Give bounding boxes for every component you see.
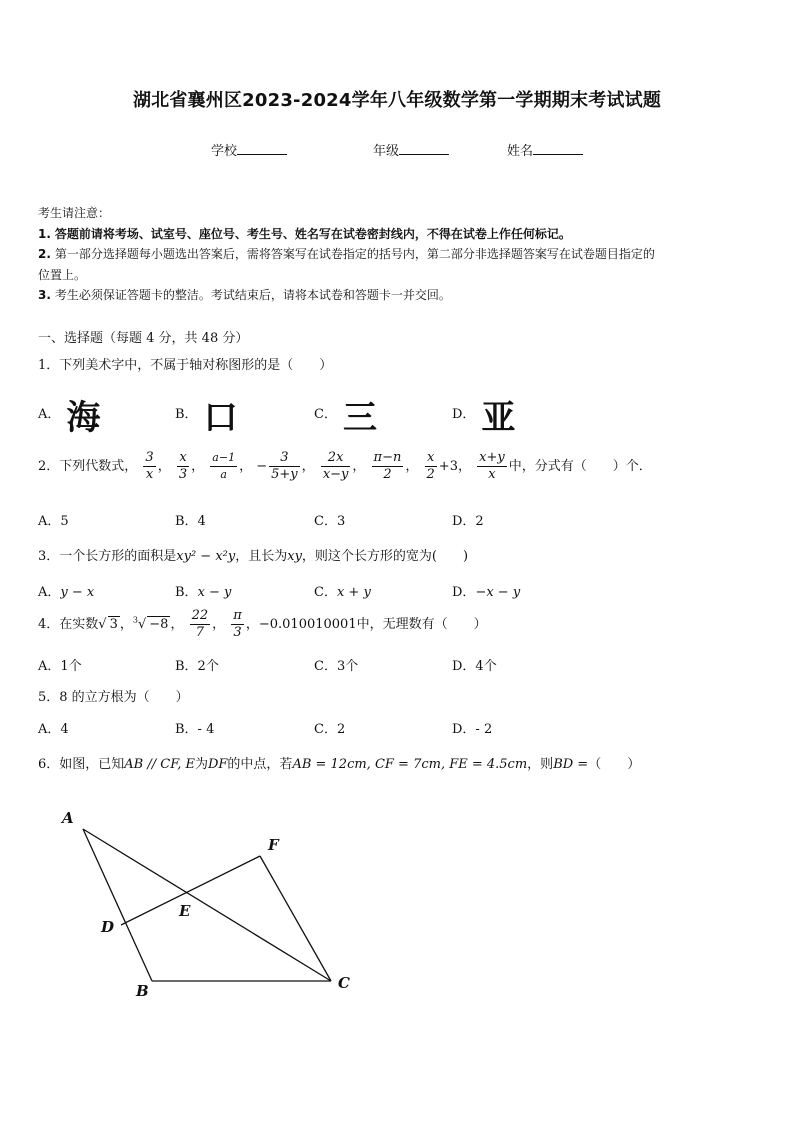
point-d-label: D <box>101 918 115 936</box>
name-label: 姓名 <box>507 144 534 159</box>
q4-frac-2: $\frac{\pi}{3}$ <box>233 608 242 640</box>
q1-option-c[interactable]: C． 三 <box>314 398 377 438</box>
q5-option-a[interactable]: A．4 <box>38 722 69 737</box>
q3-area-expr: xy² − x²y <box>176 549 236 564</box>
point-b-label: B <box>136 982 149 1000</box>
q2-option-c[interactable]: C．3 <box>314 514 346 529</box>
q4-option-c[interactable]: C．3个 <box>314 659 359 674</box>
exam-notes <box>38 203 760 306</box>
q2-option-d[interactable]: D．2 <box>452 514 484 529</box>
q1-option-b-char: 口 <box>203 398 238 438</box>
q1-option-a[interactable]: A． 海 <box>38 398 101 438</box>
q1-option-b[interactable]: B． 口 <box>175 398 238 438</box>
grade-label: 年级 <box>373 144 400 159</box>
sqrt-icon: √ <box>98 617 107 632</box>
expr-3: $\frac{a-1}{a}$ <box>212 451 236 481</box>
q2-option-a[interactable]: A．5 <box>38 514 69 529</box>
expr-5: $\frac{2x}{x-y}$ <box>322 450 349 482</box>
segment-fc <box>260 856 331 981</box>
segment-ac <box>83 829 331 981</box>
q5-option-b[interactable]: B．- 4 <box>175 722 215 737</box>
cube-root-icon: √ <box>137 617 147 632</box>
expr-1: $\frac{3}{x}$ <box>145 450 154 482</box>
q1-option-d[interactable]: D． 亚 <box>452 398 516 438</box>
q5-option-d[interactable]: D．- 2 <box>452 722 493 737</box>
q2-option-b[interactable]: B．4 <box>175 514 206 529</box>
q4-option-b[interactable]: B．2个 <box>175 659 219 674</box>
point-a-label: A <box>62 809 74 827</box>
question-2-stem: 2．下列代数式， $\frac{3}{x}$ ， $\frac{x}{3}$ ， $\frac{a-1}{a}$ ， − $\frac{3}{5+y}$ ， $\frac{2x}{x-y}$ ， $\frac{\pi-n}{2}$ ， $\frac{x}{2}$ +3， $\frac{x+y}{x}$ 中，分式有（ ）个． <box>38 450 652 482</box>
q3-option-c[interactable]: C．x + y <box>314 585 371 600</box>
expr-4: $\frac{3}{5+y}$ <box>271 450 298 482</box>
expr-6: $\frac{\pi-n}{2}$ <box>373 450 402 482</box>
school-label: 学校 <box>211 144 238 159</box>
grade-field[interactable] <box>373 140 449 159</box>
segment-df <box>121 856 260 925</box>
note-item-cont: 位置上。 <box>38 267 87 282</box>
school-blank[interactable] <box>237 142 287 155</box>
note-item: 1. 答题前请将考场、试室号、座位号、考生号、姓名写在试卷密封线内，不得在试卷上作任何标记。 <box>38 226 571 241</box>
q3-option-a[interactable]: A．y − x <box>38 585 95 600</box>
q4-frac-1: $\frac{22}{7}$ <box>191 608 209 640</box>
q1-option-c-char: 三 <box>342 398 377 438</box>
point-e-label: E <box>179 902 191 920</box>
question-5-stem: 5．8 的立方根为（ ） <box>38 690 189 705</box>
q3-option-b[interactable]: B．x − y <box>175 585 232 600</box>
q1-option-d-char: 亚 <box>481 398 516 438</box>
q3-length-expr: xy <box>287 549 302 564</box>
segment-ab <box>83 829 152 981</box>
school-field[interactable] <box>211 140 287 159</box>
name-field[interactable] <box>507 140 583 159</box>
q1-option-a-char: 海 <box>66 398 101 438</box>
notes-heading: 考生请注意： <box>38 206 111 220</box>
name-blank[interactable] <box>533 142 583 155</box>
expr-7: $\frac{x}{2}$ <box>426 450 435 482</box>
expr-8: $\frac{x+y}{x}$ <box>479 450 505 482</box>
note-item: 3. 考生必须保证答题卡的整洁。考试结束后，请将本试卷和答题卡一并交回。 <box>38 288 451 302</box>
point-f-label: F <box>268 836 279 854</box>
section-heading: 一、选择题（每题 4 分，共 48 分） <box>38 331 249 346</box>
q3-option-d[interactable]: D．−x − y <box>452 585 521 600</box>
page-title: 湖北省襄州区2023-2024学年八年级数学第一学期期末考试试题 <box>132 90 662 111</box>
point-c-label: C <box>338 974 350 992</box>
note-item: 2. 第一部分选择题每小题选出答案后，需将答案写在试卷指定的括号内，第二部分非选择题答案写在试卷题目指定的 <box>38 247 655 261</box>
q4-option-a[interactable]: A．1个 <box>38 659 82 674</box>
expr-2: $\frac{x}{3}$ <box>178 450 188 482</box>
q4-option-d[interactable]: D．4个 <box>452 659 497 674</box>
question-6-stem: 6．如图，已知AB // CF, E为DF的中点，若AB = 12cm, CF = 7cm, FE = 4.5cm，则BD =（ ） <box>38 757 641 772</box>
question-3-stem: 3．一个长方形的面积是xy² − x²y，且长为xy，则这个长方形的宽为( ) <box>38 549 469 564</box>
question-1-stem: 1．下列美术字中，不属于轴对称图形的是（ ） <box>38 358 333 373</box>
grade-blank[interactable] <box>399 142 449 155</box>
q5-option-c[interactable]: C．2 <box>314 722 346 737</box>
question-4-stem: 4．在实数√ 3 ，$^3$√ −8 ， $\frac{22}{7}$ ， $\frac{\pi}{3}$ ，−0.010010001中，无理数有（ ） <box>38 608 487 640</box>
